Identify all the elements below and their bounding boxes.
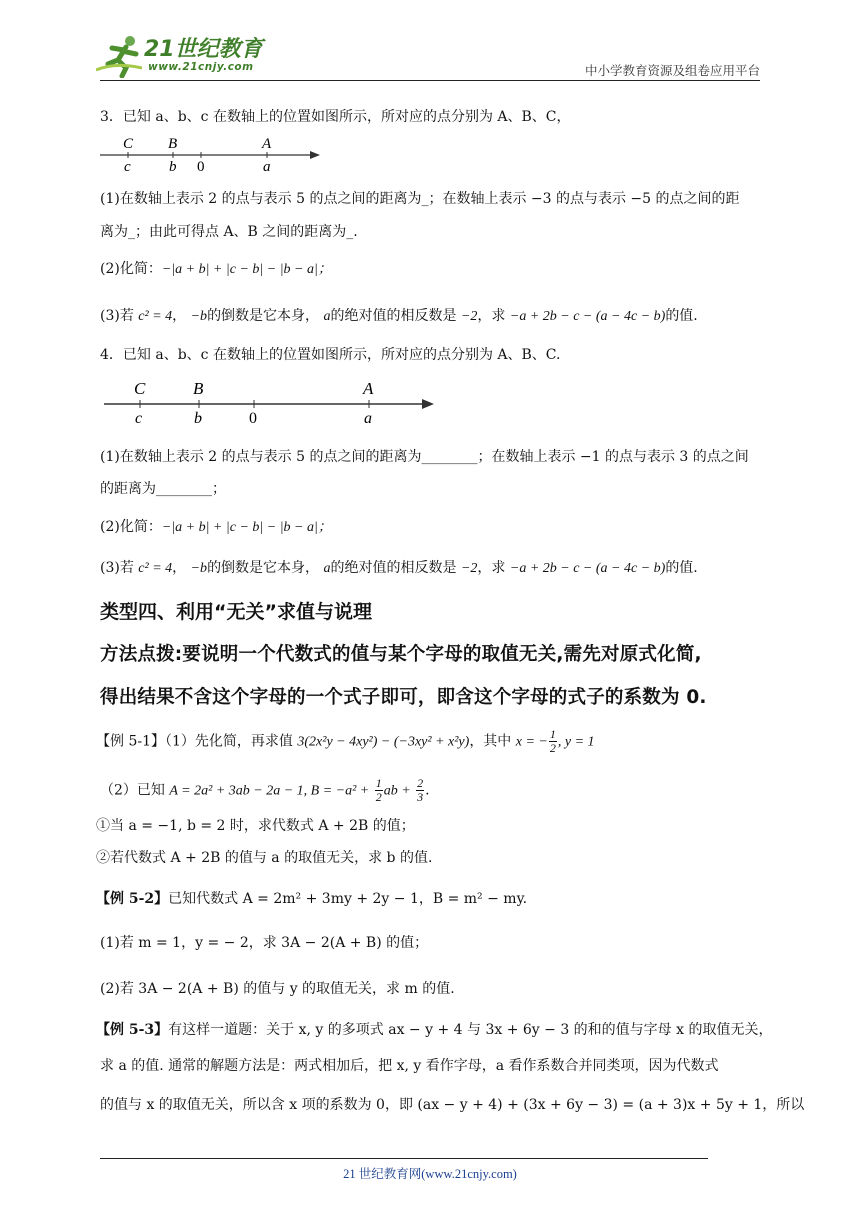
ex51-line2: （2）已知 A = 2a² + 3ab − 2a − 1, B = −a² + $\frac{1}{2}$ ab + $\frac{2}{3}$ .: [100, 776, 430, 804]
ex53-line1: 【例 5-3】有这样一道题：关于 x, y 的多项式 ax − y + 4 与 3x + 6y − 3 的和的值与字母 x 的取值无关，: [96, 1022, 773, 1038]
q3-label-A: A: [262, 136, 272, 152]
q4-part3: (3)若 c² = 4， −b的倒数是它本身， a的绝对值的相反数是 −2，求 −a + 2b − c − (a − 4c − b)的值.: [100, 560, 698, 576]
q3-label-zero: 0: [197, 159, 205, 175]
ex52-part1: (1)若 m = 1，y = − 2，求 3A − 2(A + B) 的值；: [100, 935, 429, 951]
q3-part2-expr: −|a + b| + |c − b| − |b − a|；: [161, 262, 332, 277]
logo-text: 21世纪教育: [144, 37, 263, 62]
ex51-line4: ②若代数式 A + 2B 的值与 a 的取值无关，求 b 的值.: [96, 850, 433, 866]
q4-label-C: C: [134, 379, 146, 398]
header-rule: [100, 80, 760, 81]
platform-name: 中小学教育资源及组卷应用平台: [584, 63, 760, 78]
ex51-line1: 【例 5-1】（1）先化简，再求值 3(2x²y − 4xy²) − (−3xy² + x²y)，其中 x = − $\frac{1}{2}$ , y = 1: [96, 727, 595, 755]
q4-part1-line1: (1)在数轴上表示 2 的点与表示 5 的点之间的距离为________；在数轴上表示 −1 的点与表示 3 的点之间: [100, 449, 749, 465]
q4-number-line: [100, 376, 440, 428]
ex52-tag: 【例 5-2】: [96, 891, 169, 907]
q4-label-b: b: [194, 410, 202, 427]
method-tip-line2: 得出结果不含这个字母的一个式子即可，即含这个字母的式子的系数为 0.: [100, 687, 707, 708]
logo-runner-icon: [96, 34, 148, 78]
header: [90, 30, 770, 80]
ex51-line3: ①当 a = −1, b = 2 时，求代数式 A + 2B 的值；: [96, 818, 415, 834]
section-title: 类型四、利用“无关”求值与说理: [100, 601, 372, 623]
q3-number-line: [96, 133, 326, 175]
footer-text: 21 世纪教育网(www.21cnjy.com): [343, 1167, 517, 1181]
q3-label-c: c: [124, 159, 131, 175]
ex51-tag: 【例 5-1】: [96, 733, 165, 750]
logo-url: www.21cnjy.com: [148, 61, 254, 73]
q4-part1-line2: 的距离为________；: [100, 481, 226, 497]
q4-label-a: a: [364, 410, 372, 427]
q4-part2-expr: −|a + b| + |c − b| − |b − a|；: [161, 520, 332, 535]
q3-label-b: b: [169, 159, 177, 175]
q3-label-C: C: [123, 136, 134, 152]
ex51-expr: 3(2x²y − 4xy²) − (−3xy² + x²y): [297, 734, 470, 750]
q3-part1-line2: 离为_；由此可得点 A、B 之间的距离为_.: [100, 224, 358, 240]
ex53-line2: 求 a 的值. 通常的解题方法是：两式相加后，把 x, y 看作字母，a 看作系数合并同类项，因为代数式: [100, 1058, 719, 1074]
q3-part1-line1: (1)在数轴上表示 2 的点与表示 5 的点之间的距离为_；在数轴上表示 −3 的点与表示 −5 的点之间的距: [100, 191, 740, 207]
q3-part3: (3)若 c² = 4， −b的倒数是它本身， a的绝对值的相反数是 −2，求 −a + 2b − c − (a − 4c − b)的值.: [100, 308, 698, 324]
q3-label-a: a: [263, 159, 271, 175]
q3-label-B: B: [168, 136, 178, 152]
q3-stem: 3．已知 a、b、c 在数轴上的位置如图所示，所对应的点分别为 A、B、C，: [100, 109, 571, 125]
ex52-part2: (2)若 3A − 2(A + B) 的值与 y 的取值无关，求 m 的值.: [100, 981, 455, 997]
q3-part2: (2)化简：−|a + b| + |c − b| − |b − a|；: [100, 261, 332, 277]
q4-part2: (2)化简：−|a + b| + |c − b| − |b − a|；: [100, 519, 332, 535]
q4-label-c: c: [135, 410, 143, 427]
q4-stem: 4．已知 a、b、c 在数轴上的位置如图所示，所对应的点分别为 A、B、C.: [100, 347, 561, 363]
ex53-tag: 【例 5-3】: [96, 1022, 169, 1038]
method-tip-line1: 方法点拨:要说明一个代数式的值与某个字母的取值无关,需先对原式化简,: [100, 644, 702, 665]
q4-label-zero: 0: [249, 410, 257, 427]
ex53-line3: 的值与 x 的取值无关，所以含 x 项的系数为 0，即 (ax − y + 4) + (3x + 6y − 3) = (a + 3)x + 5y + 1，所以: [100, 1097, 805, 1113]
footer-rule: [100, 1158, 708, 1159]
q4-label-B: B: [193, 379, 204, 398]
ex52-stem: 【例 5-2】已知代数式 A = 2m² + 3my + 2y − 1，B = m² − my.: [96, 891, 528, 907]
q4-label-A: A: [363, 379, 374, 398]
